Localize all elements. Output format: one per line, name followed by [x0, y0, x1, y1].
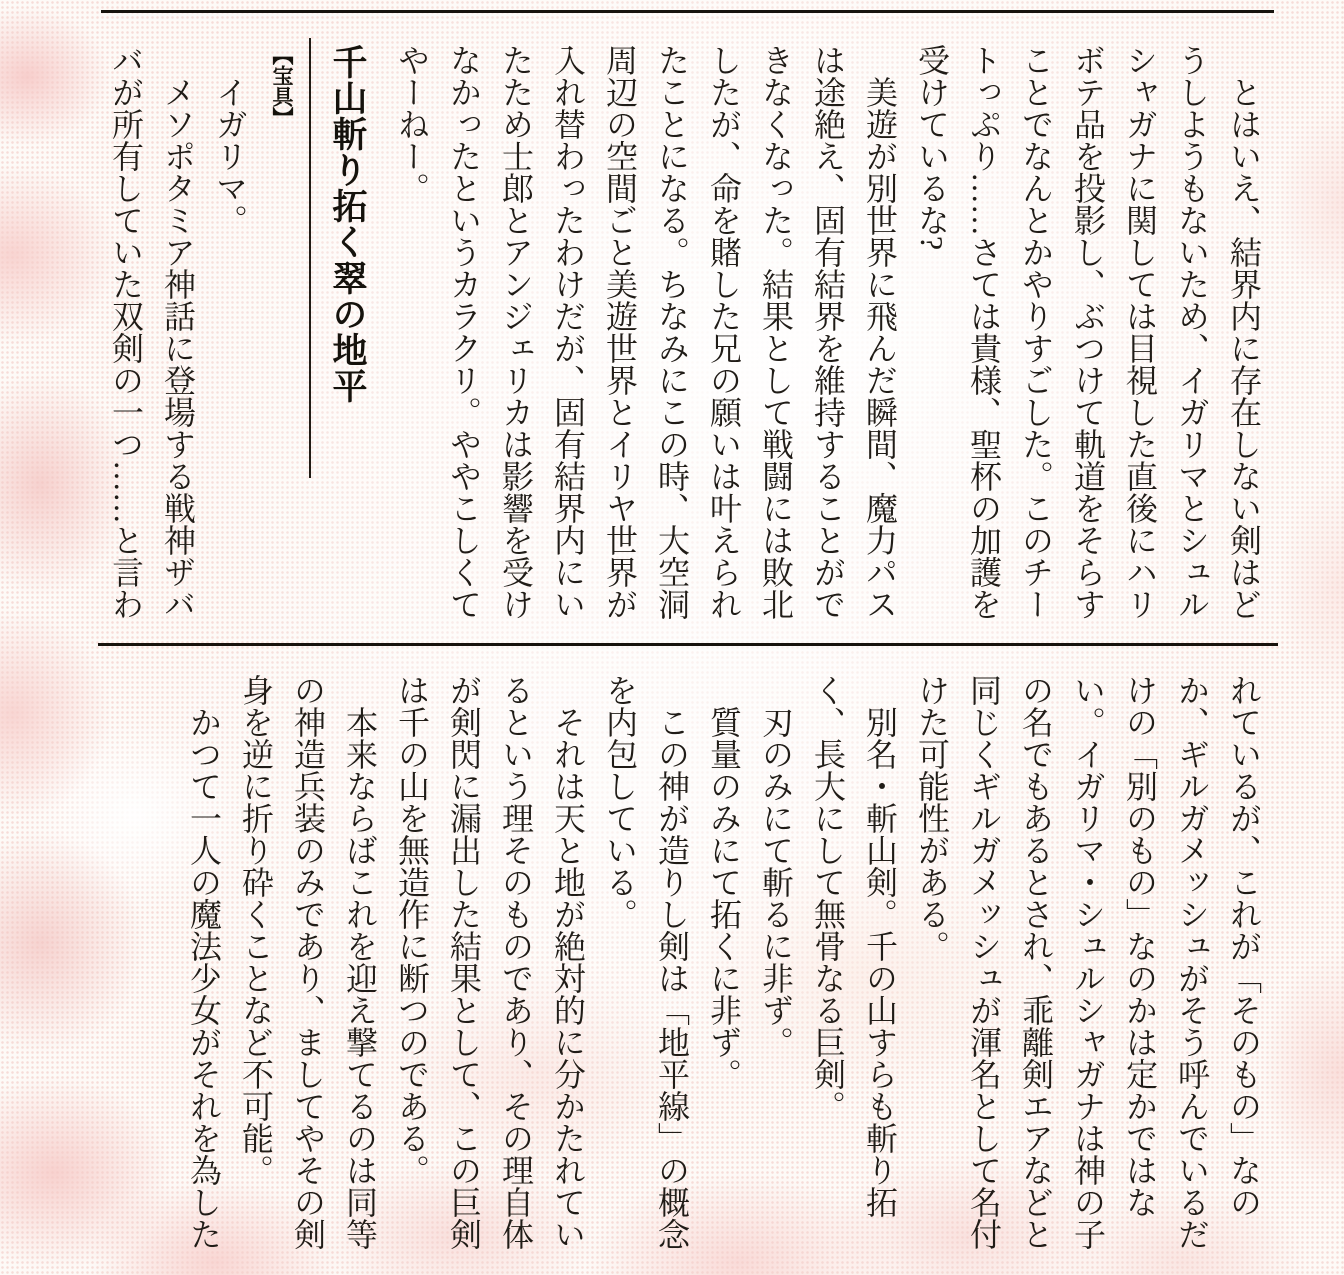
noble-phantasm-title: 千山斬り拓く翠の地平	[328, 44, 367, 404]
paragraph: かつて一人の魔法少女がそれを為した	[186, 706, 222, 1250]
section-top	[100, 44, 1270, 626]
top-border-rule	[101, 10, 1274, 13]
paragraph: メソポタミア神話に登場する戦神ザババが所有していた双剣の一つ……と言わ	[108, 44, 196, 620]
paragraph: この神が造りし剣は「地平線」の概念を内包している。	[602, 674, 690, 1250]
paragraph: とはいえ、結界内に存在しない剣はどうしようもないため、イガリマとシュルシャガナに関しては目視した直後にハリボテ品を投影し、ぶつけて軌道をそらすことでなんとかやりすごした。このチートっぷり……さては貴様、聖杯の加護を受けているな?	[914, 44, 1262, 620]
heading-divider-rule	[309, 38, 311, 478]
paragraph: イガリマ。	[212, 76, 248, 236]
paragraph: 別名・斬山剣。千の山すらも斬り拓く、長大にして無骨なる巨剣。	[810, 674, 898, 1218]
paragraph: 刃のみにて斬るに非ず。	[758, 706, 794, 1058]
paragraph: 美遊が別世界に飛んだ瞬間、魔力パスは途絶え、固有結界を維持することができなくなった。結果として戦闘には敗北したが、命を賭した兄の願いは叶えられたことになる。ちなみにこの時、大空洞周辺の空間ごと美遊世界とイリヤ世界が入れ替わったわけだが、固有結界内にいたため士郎とアンジェリカは影響を受けなかったというカラクリ。ややこしくてやーねー。	[394, 44, 898, 620]
noble-phantasm-heading-block	[266, 44, 370, 626]
paragraph: 本来ならばこれを迎え撃てるのは同等の神造兵装のみであり、ましてやその剣身を逆に折り砕くことなど不可能。	[238, 674, 378, 1250]
section-divider-rule	[98, 643, 1278, 646]
paragraph: それは天と地が絶対的に分かたれているという理そのものであり、その理自体が剣閃に漏出した結果として、この巨剣は千の山を無造作に断つのである。	[394, 674, 586, 1250]
noble-phantasm-category-label: 【宝具】	[270, 44, 293, 128]
paragraph: れているが、これが「そのもの」なのか、ギルガメッシュがそう呼んでいるだけの「別のもの」なのかは定かではない。イガリマ・シュルシャガナは神の子の名でもあるとされ、乖離剣エアなどと同じくギルガメッシュが渾名として名付けた可能性がある。	[914, 674, 1262, 1250]
section-bottom	[100, 674, 1270, 1258]
paragraph: 質量のみにて拓くに非ず。	[706, 706, 742, 1090]
